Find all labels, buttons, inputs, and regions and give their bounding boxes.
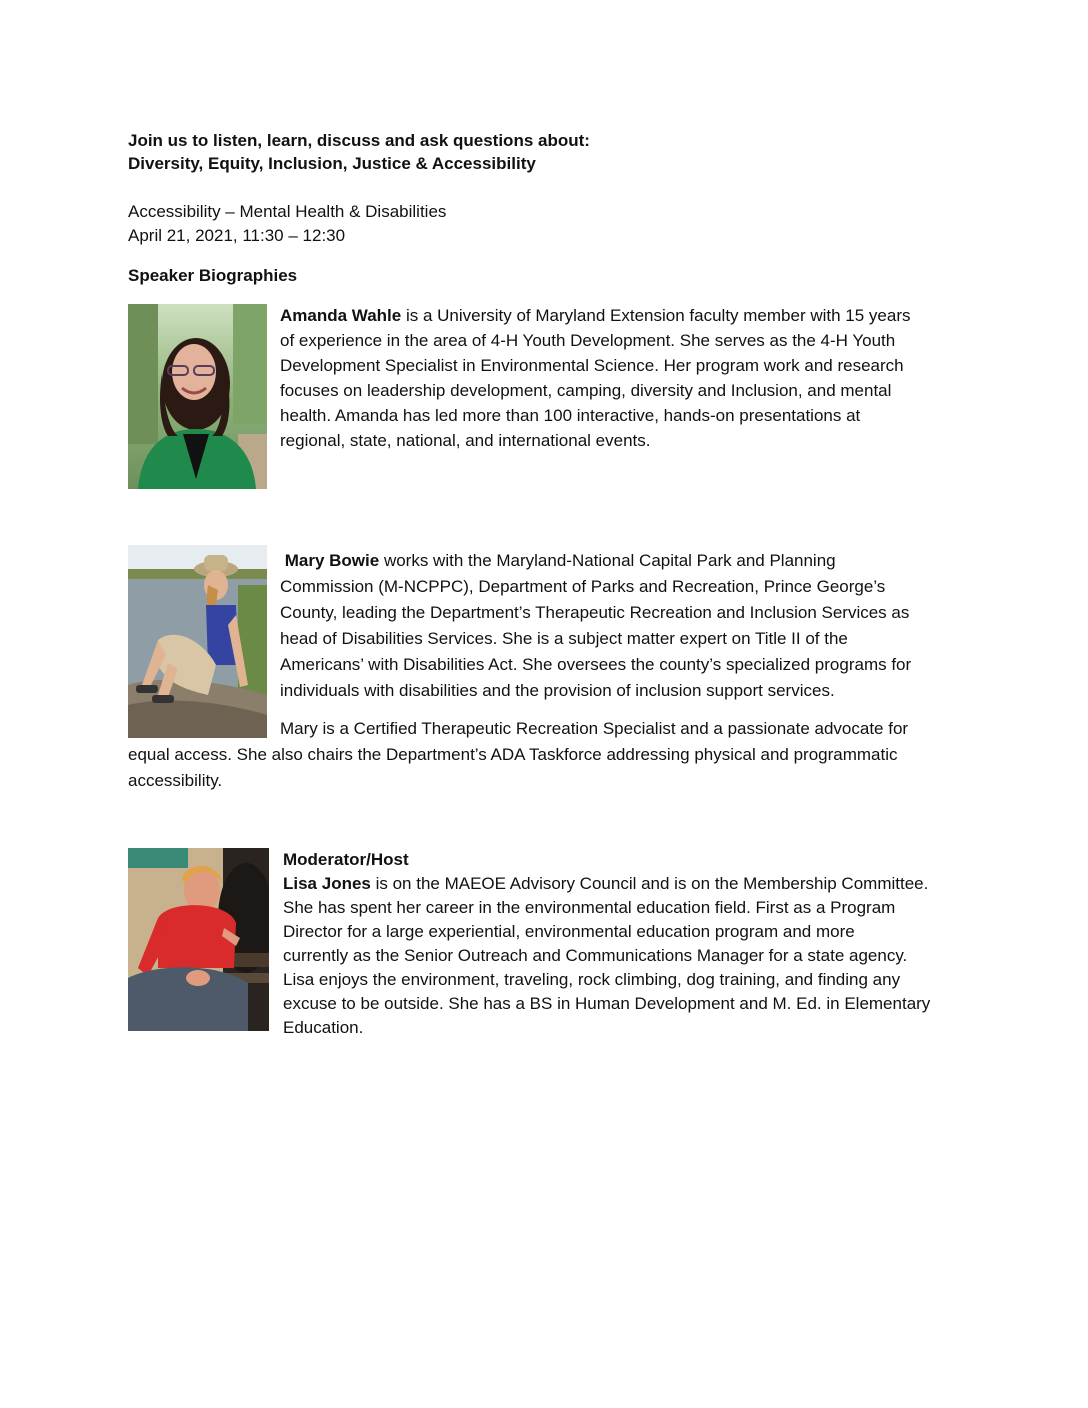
bio-line: Lisa Jones is on the MAEOE Advisory Council and is on the Membership Committee. (283, 874, 929, 893)
intro-line-1: Join us to listen, learn, discuss and ask questions about: (128, 131, 590, 150)
amanda-wahle-photo (128, 304, 267, 489)
event-topic: Accessibility – Mental Health & Disabilities (128, 202, 447, 221)
bio-line: excuse to be outside. She has a BS in Human Development and M. Ed. in Elementary (283, 994, 931, 1013)
section-title: Speaker Biographies (128, 266, 298, 285)
lisa-jones-bio (283, 848, 963, 1040)
mary-bowie-bio-paragraph-2 (128, 716, 958, 794)
speaker-name: Lisa Jones (283, 874, 371, 893)
mary-bowie-bio (280, 548, 960, 704)
bio-line: Americans’ with Disabilities Act. She oversees the county’s specialized programs for (280, 655, 912, 674)
moderator-role: Moderator/Host (283, 850, 409, 869)
bio-line: Director for a large experiential, environmental education program and more (283, 922, 855, 941)
bio-line: She has spent her career in the environmental education field. First as a Program (283, 898, 896, 917)
bio-line: Lisa enjoys the environment, traveling, rock climbing, dog training, and finding any (283, 970, 901, 989)
speaker-name: Amanda Wahle (280, 306, 402, 325)
bio-line: Mary is a Certified Therapeutic Recreation Specialist and a passionate advocate for (280, 719, 909, 738)
mary-bowie-photo (128, 545, 267, 738)
bio-line: Mary Bowie works with the Maryland-National Capital Park and Planning (284, 551, 836, 570)
bio-line: equal access. She also chairs the Department’s ADA Taskforce addressing physical and programmatic (128, 745, 898, 764)
bio-line: health. Amanda has led more than 100 interactive, hands-on presentations at (280, 406, 861, 425)
bio-line: County, leading the Department’s Therapeutic Recreation and Inclusion Services as (280, 603, 910, 622)
bio-line: Education. (283, 1018, 364, 1037)
lisa-jones-photo (128, 848, 269, 1031)
bio-line: Amanda Wahle is a University of Maryland Extension faculty member with 15 years (280, 306, 911, 325)
bio-line: head of Disabilities Services. She is a subject matter expert on Title II of the (280, 629, 848, 648)
bio-line: regional, state, national, and international events. (280, 431, 651, 450)
bio-line: focuses on leadership development, camping, diversity and Inclusion, and mental (280, 381, 892, 400)
bio-line: currently as the Senior Outreach and Communications Manager for a state agency. (283, 946, 908, 965)
bio-line: Commission (M-NCPPC), Department of Parks and Recreation, Prince George’s (280, 577, 886, 596)
amanda-wahle-bio (280, 303, 960, 453)
bio-line: accessibility. (128, 771, 223, 790)
intro-line-2: Diversity, Equity, Inclusion, Justice & Accessibility (128, 154, 536, 173)
event-date-time: April 21, 2021, 11:30 – 12:30 (128, 226, 346, 245)
bio-line: individuals with disabilities and the provision of inclusion support services. (280, 681, 835, 700)
bio-line: Development Specialist in Environmental Science. Her program work and research (280, 356, 904, 375)
speaker-name: Mary Bowie (284, 551, 380, 570)
bio-line: of experience in the area of 4-H Youth Development. She serves as the 4-H Youth (280, 331, 896, 350)
